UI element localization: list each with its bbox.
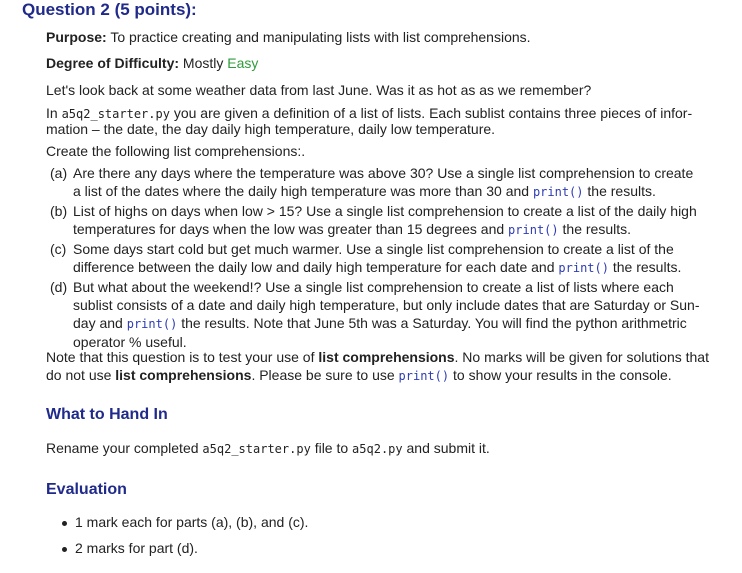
item-line: a list of the dates where the daily high temperature was more than 30 and <box>73 183 530 199</box>
difficulty-text: Mostly <box>182 55 224 71</box>
item-line: operator % useful. <box>73 334 187 350</box>
item-line: Are there any days where the temperature was above 30? Use a single list comprehension to create <box>73 165 694 181</box>
create-text: Create the following list comprehensions:. <box>46 143 306 159</box>
difficulty-line <box>46 54 258 72</box>
note-text: . No marks will be given for solutions that <box>454 349 709 365</box>
item-text <box>73 278 723 351</box>
item-line: Some days start cold but get much warmer. Use a single list comprehension to create a list of the <box>73 241 674 257</box>
item-line: temperatures for days when the low was greater than 15 degrees and <box>73 221 505 237</box>
note-line1 <box>46 348 709 366</box>
item-line: sublist consists of a date and daily high temperature, but only include dates that are Saturday or Sun- <box>73 297 700 313</box>
purpose-text: To practice creating and manipulating lists with list comprehensions. <box>110 29 531 45</box>
item-text <box>73 202 723 239</box>
bullet-icon <box>62 521 67 526</box>
hand-in-pre: Rename your completed <box>46 440 199 456</box>
print-code: print() <box>508 223 559 237</box>
starter-filename: a5q2_starter.py <box>202 442 311 456</box>
hand-in-text <box>46 439 490 458</box>
item-text <box>73 164 723 201</box>
intro-text: Let's look back at some weather data from last June. Was it as hot as as we remember? <box>46 82 592 98</box>
note-bold: list comprehensions <box>318 349 455 365</box>
list-item <box>46 240 712 276</box>
hand-in-heading: What to Hand In <box>46 406 168 423</box>
hand-in-mid: file to <box>314 440 349 456</box>
item-line: the results. <box>587 183 656 199</box>
item-label: (c) <box>50 241 67 257</box>
para2-text1: you are given a definition of a list of lists. Each sublist contains three pieces of infor- <box>173 105 693 121</box>
purpose-label: Purpose: <box>46 29 107 45</box>
starter-filename: a5q2_starter.py <box>61 107 170 121</box>
item-line: List of highs on days when low > 15? Use a single list comprehension to create a list of the daily high <box>73 203 697 219</box>
print-code: print() <box>126 317 178 331</box>
item-label: (a) <box>50 165 68 181</box>
final-filename: a5q2.py <box>352 442 403 456</box>
list-item <box>46 164 712 200</box>
para2-line2: mation – the date, the day daily high temperature, daily low temperature. <box>46 121 496 137</box>
item-line: the results. <box>562 221 631 237</box>
item-line: day and <box>73 315 123 331</box>
hand-in-post: and submit it. <box>406 440 490 456</box>
note-bold: list comprehensions <box>115 367 252 383</box>
item-label: (b) <box>50 203 68 219</box>
note-text: to show your results in the console. <box>453 367 672 383</box>
note-line2 <box>46 366 672 385</box>
item-line: But what about the weekend!? Use a single list comprehension to create a list of lists where each <box>73 279 674 295</box>
item-line: difference between the daily low and daily high temperature for each date and <box>73 259 555 275</box>
question-title: Question 2 (5 points): <box>22 0 197 19</box>
item-label: (d) <box>50 279 68 295</box>
item-line: the results. Note that June 5th was a Saturday. You will find the python arithmetric <box>181 315 687 331</box>
list-item <box>46 202 712 238</box>
print-code: print() <box>532 185 584 199</box>
bullet-text: 2 marks for part (d). <box>75 540 198 556</box>
item-text <box>73 240 723 277</box>
purpose-line <box>46 28 531 46</box>
bullet-icon <box>62 547 67 552</box>
difficulty-easy: Easy <box>227 55 259 71</box>
para2-pre: In <box>46 105 58 121</box>
note-text: do not use <box>46 367 112 383</box>
difficulty-label: Degree of Difficulty: <box>46 55 180 71</box>
print-code: print() <box>558 261 609 275</box>
bullet-text: 1 mark each for parts (a), (b), and (c). <box>75 514 309 530</box>
note-text: . Please be sure to use <box>251 367 395 383</box>
evaluation-heading: Evaluation <box>46 481 127 498</box>
item-line: the results. <box>612 259 682 275</box>
list-item <box>46 278 712 350</box>
note-text: Note that this question is to test your use of <box>46 349 315 365</box>
print-code: print() <box>398 369 450 383</box>
